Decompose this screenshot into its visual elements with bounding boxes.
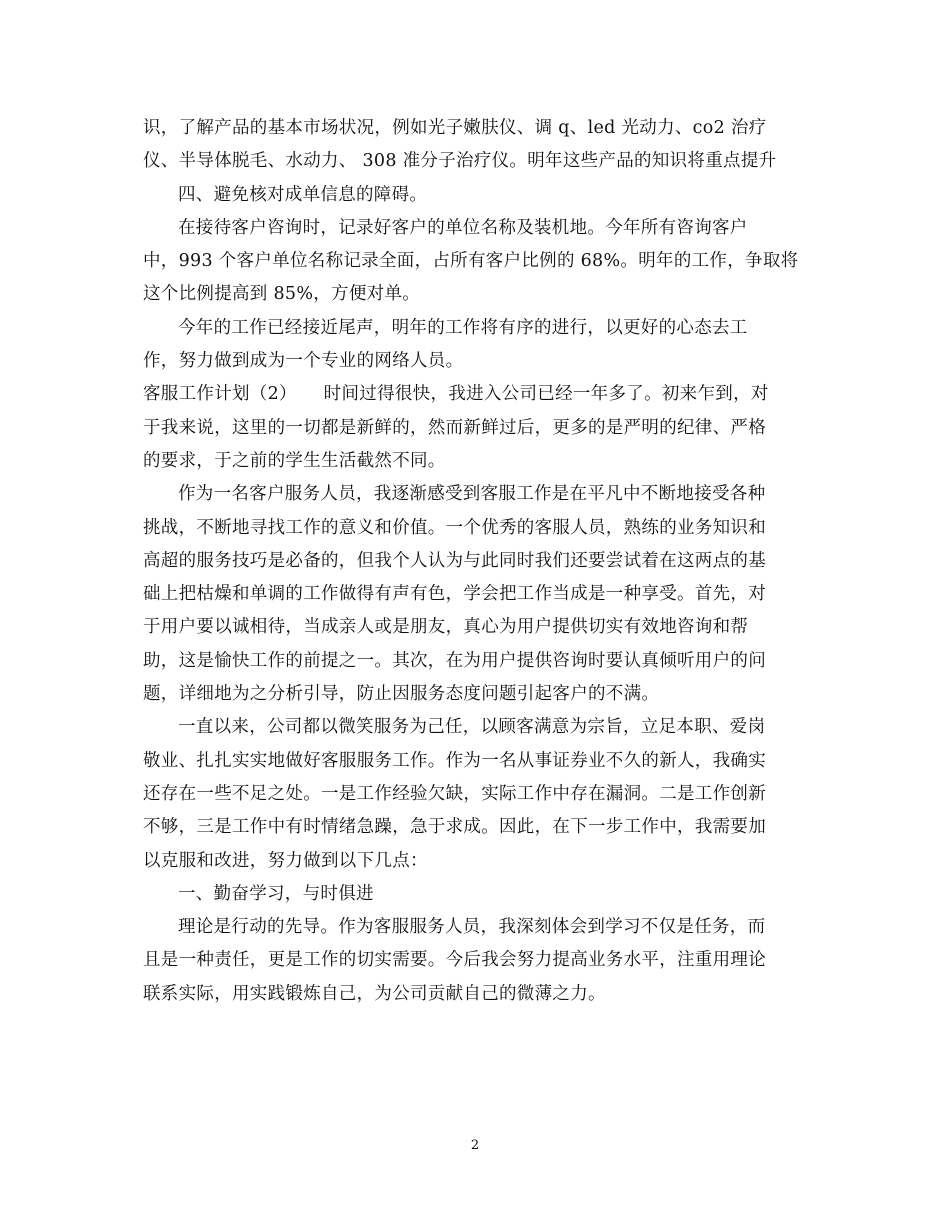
text-line: 于用户要以诚相待，当成亲人或是朋友，真心为用户提供切实有效地咨询和帮 [143,617,749,638]
document-body [143,112,803,1011]
text-line: 联系实际，用实践锻炼自己，为公司贡献自己的微薄之力。 [143,983,606,1004]
text-line: 今年的工作已经接近尾声，明年的工作将有序的进行，以更好的心态去工 [178,317,748,338]
text-line: 的要求，于之前的学生生活截然不同。 [143,450,446,471]
text-line: 中，993 个客户单位名称记录全面，占所有客户比例的 68%。明年的工作，争取将 [143,251,799,272]
text-line: 于我来说，这里的一切都是新鲜的，然而新鲜过后，更多的是严明的纪律、严格 [143,417,766,438]
text-line: 这个比例提高到 85%，方便对单。 [143,284,421,305]
text-line: 仪、半导体脱毛、水动力、 308 准分子治疗仪。明年这些产品的知识将重点提升 [143,151,777,172]
text-line: 助，这是愉快工作的前提之一。其次，在为用户提供咨询时要认真倾听用户的问 [143,650,766,671]
text-line: 挑战，不断地寻找工作的意义和价值。一个优秀的客服人员，熟练的业务知识和 [143,517,766,538]
text-line: 识，了解产品的基本市场状况，例如光子嫩肤仪、调 q、led 光动力、co2 治疗 [143,118,767,138]
text-line: 四、避免核对成单信息的障碍。 [178,184,428,205]
text-line: 以克服和改进，努力做到以下几点： [143,850,428,871]
text-line: 还存在一些不足之处。一是工作经验欠缺，实际工作中存在漏洞。二是工作创新 [143,783,766,804]
text-line: 础上把枯燥和单调的工作做得有声有色，学会把工作当成是一种享受。首先，对 [143,584,766,605]
page-number: 2 [470,1138,480,1153]
text-line: 在接待客户咨询时，记录好客户的单位名称及装机地。今年所有咨询客户 [178,217,748,238]
text-line: 理论是行动的先导。作为客服服务人员，我深刻体会到学习不仅是任务，而 [178,917,766,938]
text-line: 客服工作计划（2） 时间过得很快，我进入公司已经一年多了。初来乍到，对 [143,384,769,405]
text-line: 题，详细地为之分析引导，防止因服务态度问题引起客户的不满。 [143,684,660,705]
text-line: 敬业、扎扎实实地做好客服服务工作。作为一名从事证券业不久的新人，我确实 [143,750,766,771]
text-line: 不够，三是工作中有时情绪急躁，急于求成。因此，在下一步工作中，我需要加 [143,817,766,838]
text-line: 高超的服务技巧是必备的，但我个人认为与此同时我们还要尝试着在这两点的基 [143,550,766,571]
text-line: 一、勤奋学习，与时俱进 [178,883,374,904]
text-line: 作，努力做到成为一个专业的网络人员。 [143,351,464,372]
text-line: 作为一名客户服务人员，我逐渐感受到客服工作是在平凡中不断地接受各种 [178,484,766,505]
text-line: 一直以来，公司都以微笑服务为己任，以顾客满意为宗旨，立足本职、爱岗 [178,717,766,738]
text-line: 且是一种责任，更是工作的切实需要。今后我会努力提高业务水平，注重用理论 [143,950,766,971]
